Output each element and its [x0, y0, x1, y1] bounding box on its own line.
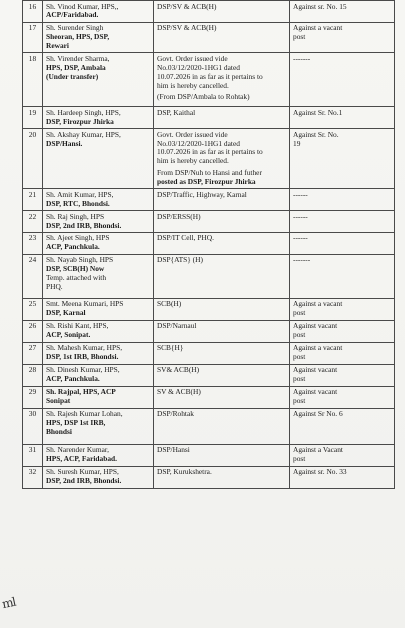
remark-line: Against a vacant — [293, 23, 343, 33]
post-line: SV& ACB(H) — [157, 365, 200, 375]
remark-line: Against sr. No. 15 — [293, 1, 347, 11]
table-row — [23, 342, 395, 364]
name-line: Sh. Raj Singh, HPS — [46, 211, 105, 221]
post-line: From DSP/Nuh to Hansi and futher — [157, 168, 262, 178]
post-line: DSP/Traffic, Highway, Karnal — [157, 189, 247, 199]
name-line: Sh. Hardeep Singh, HPS, — [46, 107, 121, 117]
post-line: him is hereby cancelled. — [157, 156, 229, 166]
remarks-cell — [290, 107, 395, 129]
post-line: DSP/Narnaul — [157, 321, 197, 331]
name-line: Sh. Ajeet Singh, HPS — [46, 233, 110, 243]
remark-line: ------- — [293, 255, 311, 265]
post-line: No.03/12/2020-1HG1 dated — [157, 138, 240, 148]
remarks-cell — [290, 444, 395, 466]
table-row — [23, 364, 395, 386]
post-line: DSP, Kaithal — [157, 107, 196, 117]
serial-number-cell: 22 — [23, 211, 43, 233]
remark-line: Against sr. No. 33 — [293, 467, 347, 477]
remarks-cell — [290, 386, 395, 408]
post-line: DSP/ERSS(H) — [157, 211, 201, 221]
name-line: Sonipat — [46, 396, 71, 405]
posting-cell — [154, 53, 290, 107]
remark-line: Against vacant — [293, 321, 338, 331]
remark-line: ------- — [293, 53, 311, 63]
remark-line: Against Sr No. 6 — [293, 409, 343, 419]
post-line: (From DSP/Ambala to Rohtak) — [157, 92, 250, 102]
remarks-cell — [290, 211, 395, 233]
remark-line: post — [293, 396, 306, 405]
posting-cell — [154, 342, 290, 364]
posting-cell — [154, 107, 290, 129]
posting-cell — [154, 466, 290, 488]
name-line: Rewari — [46, 41, 69, 50]
post-line: DSP/Hansi — [157, 445, 190, 455]
serial-number-cell: 27 — [23, 342, 43, 364]
posting-cell — [154, 298, 290, 320]
officer-name-cell — [43, 189, 154, 211]
table-row — [23, 1, 395, 23]
post-line: Govt. Order issued vide — [157, 129, 228, 139]
officer-name-cell — [43, 211, 154, 233]
name-line: Sh. Narender Kumar, — [46, 445, 109, 455]
posting-cell — [154, 444, 290, 466]
officer-name-cell — [43, 320, 154, 342]
remark-line: ------ — [293, 211, 308, 221]
posting-cell — [154, 211, 290, 233]
name-line: Sh. Rishi Kant, HPS, — [46, 321, 109, 331]
remark-line: ------ — [293, 189, 308, 199]
officer-name-cell — [43, 386, 154, 408]
post-line: DSP{ATS} (H) — [157, 255, 203, 265]
remark-line: post — [293, 352, 306, 361]
officer-name-cell — [43, 444, 154, 466]
name-line: ACP, Sonipat. — [46, 330, 91, 339]
name-line: DSP, 1st IRB, Bhondsi. — [46, 352, 119, 361]
name-line: Bhondsi — [46, 426, 72, 436]
name-line: HPS, DSP, Ambala — [46, 62, 106, 72]
officer-name-cell — [43, 129, 154, 189]
post-line: DSP/SV & ACB(H) — [157, 23, 217, 33]
officer-name-cell — [43, 342, 154, 364]
posting-cell — [154, 408, 290, 444]
posting-cell — [154, 364, 290, 386]
post-line: 10.07.2026 in as far as it pertains to — [157, 71, 263, 81]
officer-name-cell — [43, 466, 154, 488]
table-row — [23, 189, 395, 211]
post-line: DSP/SV & ACB(H) — [157, 1, 217, 11]
posting-cell — [154, 320, 290, 342]
officer-name-cell — [43, 298, 154, 320]
post-line: posted as DSP, Firozpur Jhirka — [157, 177, 256, 186]
name-line: HPS, ACP, Faridabad. — [46, 454, 117, 463]
remarks-cell — [290, 254, 395, 298]
table-body — [23, 1, 395, 489]
remarks-cell — [290, 342, 395, 364]
table-row — [23, 129, 395, 189]
serial-number-cell: 29 — [23, 386, 43, 408]
remarks-cell — [290, 1, 395, 23]
table-row — [23, 22, 395, 53]
name-line: Sh. Dinesh Kumar, HPS, — [46, 365, 120, 375]
name-line: Sh. Rajesh Kumar Lohan, — [46, 409, 123, 419]
remarks-cell — [290, 129, 395, 189]
post-line: DSP/IT Cell, PHQ. — [157, 233, 214, 243]
name-line: DSP, 2nd IRB, Bhondsi. — [46, 220, 122, 230]
remark-line: Against a Vacant — [293, 445, 343, 455]
officer-name-cell — [43, 22, 154, 53]
officer-name-cell — [43, 107, 154, 129]
serial-number-cell: 28 — [23, 364, 43, 386]
posting-cell — [154, 22, 290, 53]
serial-number-cell: 20 — [23, 129, 43, 189]
remark-line: Against vacant — [293, 365, 338, 375]
posting-cell — [154, 129, 290, 189]
serial-number-cell: 23 — [23, 232, 43, 254]
serial-number-cell: 17 — [23, 22, 43, 53]
remarks-cell — [290, 53, 395, 107]
serial-number-cell: 21 — [23, 189, 43, 211]
serial-number-cell: 16 — [23, 1, 43, 23]
remark-line: ------ — [293, 233, 308, 243]
name-line: DSP, Firozpur Jhirka — [46, 116, 114, 126]
transfer-orders-table — [22, 0, 395, 489]
name-line: ACP/Faridabad. — [46, 10, 99, 20]
remark-line: Against a vacant — [293, 299, 343, 309]
post-line: 10.07.2026 in as far as it pertains to — [157, 147, 263, 157]
remarks-cell — [290, 364, 395, 386]
table-row — [23, 211, 395, 233]
table-row — [23, 408, 395, 444]
name-line: Sh. Mahesh Kumar, HPS, — [46, 343, 123, 353]
serial-number-cell: 24 — [23, 254, 43, 298]
remark-line: post — [293, 308, 306, 317]
name-line: Sh. Suresh Kumar, HPS, — [46, 467, 119, 477]
name-line: Sh. Surender Singh — [46, 23, 104, 33]
name-line: Smt. Meena Kumari, HPS — [46, 299, 124, 309]
officer-name-cell — [43, 364, 154, 386]
handwritten-signature: ml — [0, 594, 17, 612]
name-line: DSP, SCB(H) Now — [46, 264, 105, 273]
remark-line: post — [293, 330, 306, 339]
remarks-cell — [290, 298, 395, 320]
name-line: DSP, RTC, Bhondsi. — [46, 198, 110, 208]
posting-cell — [154, 232, 290, 254]
table-row — [23, 320, 395, 342]
remark-line: post — [293, 32, 306, 42]
post-line: DSP/Rohtak — [157, 409, 194, 419]
table-row — [23, 298, 395, 320]
name-line: Sh. Rajpal, HPS, ACP — [46, 387, 116, 397]
remarks-cell — [290, 189, 395, 211]
remark-line: post — [293, 454, 306, 463]
officer-name-cell — [43, 1, 154, 23]
remark-line: Against vacant — [293, 387, 338, 397]
serial-number-cell: 19 — [23, 107, 43, 129]
posting-cell — [154, 1, 290, 23]
serial-number-cell: 31 — [23, 444, 43, 466]
table-row — [23, 444, 395, 466]
post-line: SCB(H) — [157, 299, 182, 309]
officer-name-cell — [43, 53, 154, 107]
post-line: SCB{H} — [157, 343, 184, 353]
remarks-cell — [290, 232, 395, 254]
remark-line: Against Sr. No.1 — [293, 107, 343, 117]
name-line: Sh. Amit Kumar, HPS, — [46, 189, 114, 199]
table-row — [23, 466, 395, 488]
posting-cell — [154, 189, 290, 211]
serial-number-cell: 30 — [23, 408, 43, 444]
name-line: Temp. attached with — [46, 272, 107, 282]
serial-number-cell: 26 — [23, 320, 43, 342]
name-line: HPS, DSP 1st IRB, — [46, 418, 106, 427]
officer-name-cell — [43, 408, 154, 444]
post-line: No.03/12/2020-1HG1 dated — [157, 62, 240, 72]
officer-name-cell — [43, 232, 154, 254]
name-line: ACP, Panchkula. — [46, 374, 100, 383]
serial-number-cell: 18 — [23, 53, 43, 107]
name-line: ACP, Panchkula. — [46, 242, 100, 252]
remarks-cell — [290, 22, 395, 53]
remark-line: Against Sr. No. — [293, 129, 339, 139]
name-line: Sh. Akshay Kumar, HPS, — [46, 129, 121, 139]
post-line: SV & ACB(H) — [157, 387, 201, 397]
serial-number-cell: 32 — [23, 466, 43, 488]
remarks-cell — [290, 408, 395, 444]
name-line: Sh. Vinod Kumar, HPS,, — [46, 1, 119, 11]
table-row — [23, 107, 395, 129]
officer-name-cell — [43, 254, 154, 298]
remarks-cell — [290, 466, 395, 488]
remarks-cell — [290, 320, 395, 342]
name-line: Sh. Virender Sharma, — [46, 53, 110, 63]
table-row — [23, 386, 395, 408]
posting-cell — [154, 386, 290, 408]
name-line: DSP/Hansi. — [46, 138, 83, 148]
name-line: DSP, Karnal — [46, 308, 86, 317]
post-line: him is hereby cancelled. — [157, 80, 229, 90]
name-line: (Under transfer) — [46, 71, 99, 81]
table-row — [23, 254, 395, 298]
name-line: DSP, 2nd IRB, Bhondsi. — [46, 476, 122, 485]
name-line: Sh. Nayab Singh, HPS — [46, 255, 114, 265]
remark-line: post — [293, 374, 306, 383]
remark-line: Against a vacant — [293, 343, 343, 353]
serial-number-cell: 25 — [23, 298, 43, 320]
table-row — [23, 232, 395, 254]
post-line: Govt. Order issued vide — [157, 53, 228, 63]
remark-line: 19 — [293, 138, 301, 148]
posting-cell — [154, 254, 290, 298]
name-line: Sheoran, HPS, DSP, — [46, 32, 110, 42]
name-line: PHQ. — [46, 281, 63, 291]
post-line: DSP, Kurukshetra. — [157, 467, 212, 477]
table-row — [23, 53, 395, 107]
